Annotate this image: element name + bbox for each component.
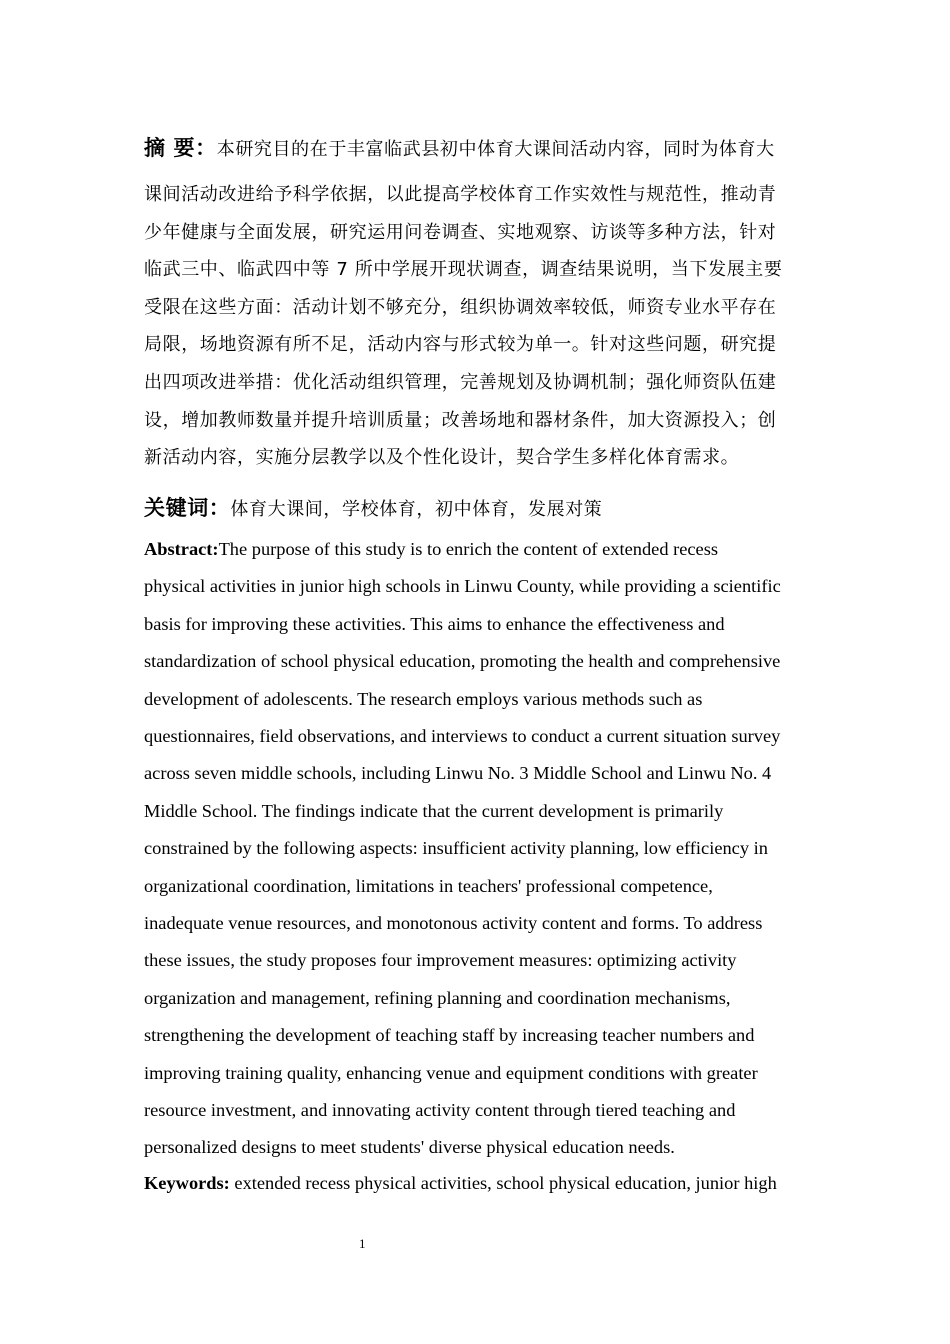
abstract-line (144, 1137, 675, 1158)
abstract-text: organization and management, refining planning and coordination mechanisms, (144, 987, 731, 1008)
abstract-text: 受限在这些方面：活动计划不够充分，组织协调效率较低，师资专业水平存在 (144, 296, 777, 318)
abstract-text: 本研究目的在于丰富临武县初中体育大课间活动内容，同时为体育大 (216, 139, 775, 160)
abstract-line (144, 1100, 735, 1121)
keywords-text: 体育大课间，学校体育，初中体育，发展对策 (230, 499, 603, 520)
abstract-label: 摘 要： (144, 136, 217, 160)
abstract-text: 少年健康与全面发展，研究运用问卷调查、实地观察、访谈等多种方法，针对 (144, 221, 777, 243)
abstract-line (144, 913, 762, 934)
abstract-text: 出四项改进举措：优化活动组织管理，完善规划及协调机制；强化师资队伍建 (144, 372, 777, 393)
abstract-line (144, 614, 725, 635)
abstract-line (144, 132, 775, 162)
abstract-line (144, 368, 776, 394)
abstract-line (144, 255, 783, 281)
abstract-text: constrained by the following aspects: insufficient activity planning, low efficiency in (144, 838, 768, 859)
abstract-line (144, 838, 768, 859)
abstract-line (144, 218, 776, 244)
abstract-text: personalized designs to meet students' diverse physical education needs. (144, 1137, 675, 1158)
abstract-text: Middle School. The findings indicate that the current development is primarily (144, 800, 724, 821)
abstract-text: 新活动内容，实施分层教学以及个性化设计，契合学生多样化体育需求。 (144, 447, 740, 469)
abstract-text: resource investment, and innovating activity content through tiered teaching and (144, 1100, 736, 1120)
abstract-line (144, 576, 781, 597)
abstract-line (144, 330, 776, 356)
abstract-line (144, 1063, 758, 1084)
abstract-text: strengthening the development of teaching staff by increasing teacher numbers and (144, 1025, 755, 1046)
abstract-text: improving training quality, enhancing venue and equipment conditions with greater (144, 1062, 758, 1083)
abstract-text: 局限，场地资源有所不足，活动内容与形式较为单一。针对这些问题，研究提 (144, 334, 777, 356)
abstract-line (144, 689, 702, 710)
abstract-text: physical activities in junior high schools in Linwu County, while providing a scientific (144, 576, 781, 597)
keywords-text: extended recess physical activities, school physical education, junior high (229, 1173, 777, 1193)
page-number: 1 (359, 1236, 366, 1251)
abstract-line (144, 539, 718, 560)
abstract-text: questionnaires, field observations, and interviews to conduct a current situation survey (144, 726, 781, 746)
abstract-line (144, 988, 730, 1009)
abstract-line (144, 763, 771, 784)
keywords-chinese (144, 492, 602, 522)
abstract-text: 设，增加教师数量并提升培训质量；改善场地和器材条件，加大资源投入；创 (144, 409, 777, 431)
abstract-line (144, 876, 713, 897)
abstract-line (144, 293, 776, 319)
abstract-text: standardization of school physical education, promoting the health and comprehensive (144, 651, 781, 672)
keywords-label: 关键词： (144, 496, 231, 520)
keywords-label: Keywords: (144, 1173, 230, 1193)
abstract-line (144, 180, 776, 206)
abstract-text: organizational coordination, limitations in teachers' professional competence, (144, 875, 713, 896)
abstract-text: inadequate venue resources, and monotonous activity content and forms. To address (144, 913, 763, 933)
abstract-line (144, 406, 776, 432)
keywords-english (144, 1173, 777, 1194)
abstract-line (144, 726, 780, 747)
abstract-text: The purpose of this study is to enrich the content of extended recess (218, 539, 719, 559)
abstract-text: 课间活动改进给予科学依据，以此提高学校体育工作实效性与规范性，推动青 (144, 184, 777, 205)
abstract-line (144, 801, 723, 822)
abstract-text: across seven middle schools, including Linwu No. 3 Middle School and Linwu No. 4 (144, 763, 772, 784)
abstract-line (144, 443, 739, 469)
abstract-text: 临武三中、临武四中等 7 所中学展开现状调查，调查结果说明，当下发展主要 (144, 259, 783, 281)
abstract-line (144, 1025, 754, 1046)
abstract-text: development of adolescents. The research employs various methods such as (144, 688, 703, 709)
abstract-text: basis for improving these activities. This aims to enhance the effectiveness and (144, 613, 725, 634)
abstract-line (144, 651, 780, 672)
abstract-line (144, 950, 736, 971)
abstract-label: Abstract: (144, 539, 219, 559)
abstract-text: these issues, the study proposes four improvement measures: optimizing activity (144, 950, 737, 971)
